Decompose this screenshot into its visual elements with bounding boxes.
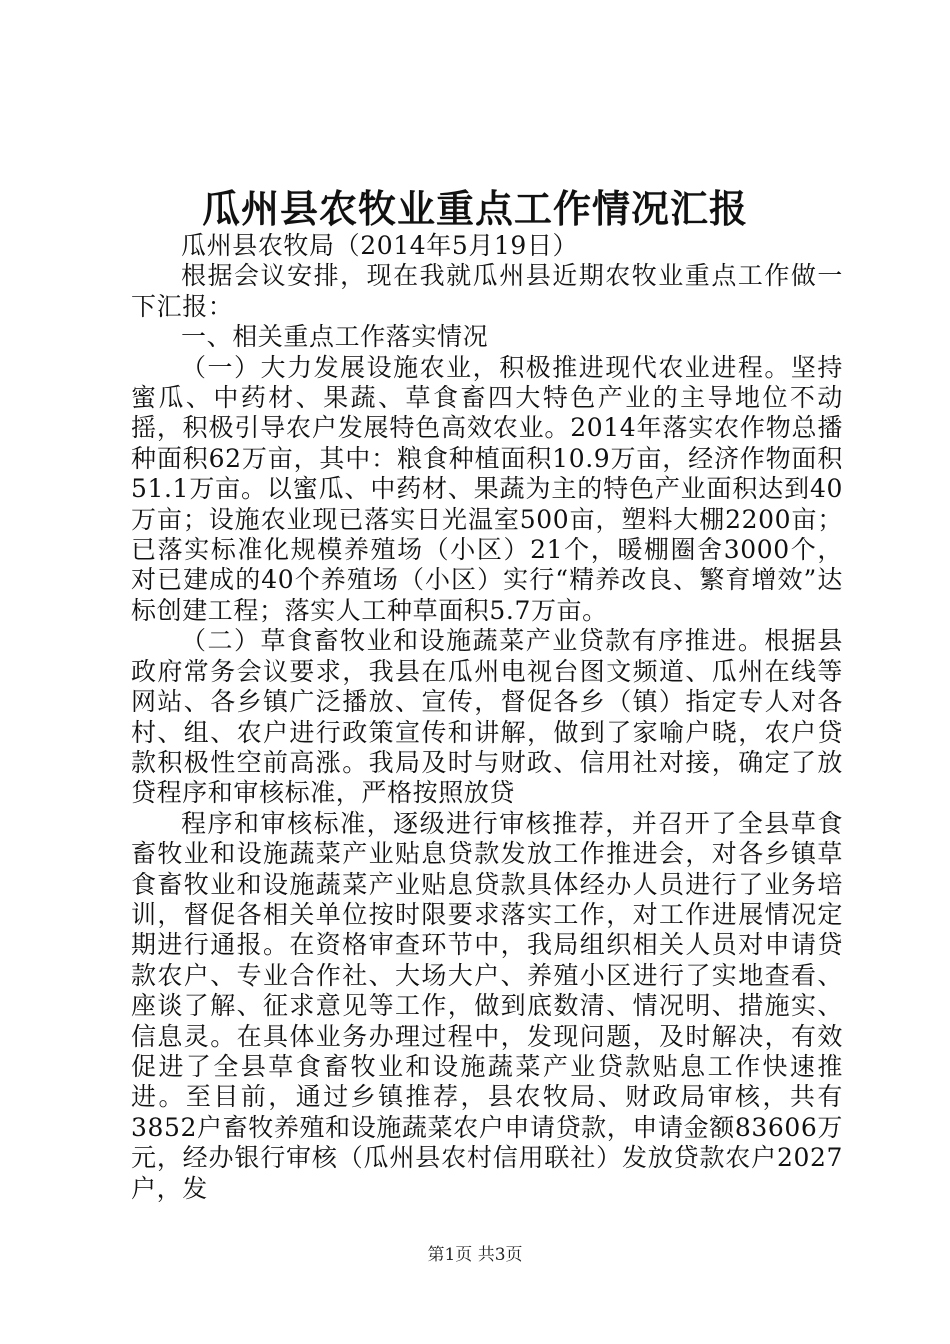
document-title: 瓜州县农牧业重点工作情况汇报 — [201, 186, 748, 231]
paragraph-item-1: （一）大力发展设施农业，积极推进现代农业进程。坚持蜜瓜、中药材、果蔬、草食畜四大特色产业的主导地位不动摇，积极引导农户发展特色高效农业。2014年落实农作物总播种面积62万亩，其中：粮食种植面积10.9万亩，经济作物面积51.1万亩。以蜜瓜、中药材、果蔬为主的特色产业面积达到40万亩；设施农业现已落实日光温室500亩，塑料大棚2200亩；已落实标准化规模养殖场（小区）21个，暖棚圈舍3000个，对已建成的40个养殖场（小区）实行“精养改良、繁育增效”达标创建工程；落实人工种草面积5.7万亩。 — [131, 352, 843, 625]
section-heading: 一、相关重点工作落实情况 — [181, 322, 489, 352]
paragraph-item-2: （二）草食畜牧业和设施蔬菜产业贷款有序推进。根据县政府常务会议要求，我县在瓜州电视台图文频道、瓜州在线等网站、各乡镇广泛播放、宣传，督促各乡（镇）指定专人对各村、组、农户进行政策宣传和讲解，做到了家喻户晓，农户贷款积极性空前高涨。我局及时与财政、信用社对接，确定了放贷程序和审核标准，严格按照放贷 — [131, 626, 843, 808]
paragraph-author-date: 瓜州县农牧局（2014年5月19日） — [181, 231, 579, 260]
paragraph-intro: 根据会议安排，现在我就瓜州县近期农牧业重点工作做一下汇报： — [131, 261, 843, 321]
document-body — [131, 231, 843, 1204]
paragraph-item-2-continued: 程序和审核标准，逐级进行审核推荐，并召开了全县草食畜牧业和设施蔬菜产业贴息贷款发放工作推进会，对各乡镇草食畜牧业和设施蔬菜产业贴息贷款具体经办人员进行了业务培训，督促各相关单位按时限要求落实工作，对工作进展情况定期进行通报。在资格审查环节中，我局组织相关人员对申请贷款农户、专业合作社、大场大户、养殖小区进行了实地查看、座谈了解、征求意见等工作，做到底数清、情况明、措施实、信息灵。在具体业务办理过程中，发现问题，及时解决，有效促进了全县草食畜牧业和设施蔬菜产业贷款贴息工作快速推进。至目前，通过乡镇推荐，县农牧局、财政局审核，共有3852户畜牧养殖和设施蔬菜农户申请贷款，申请金额83606万元，经办银行审核（瓜州县农村信用联社）发放贷款农户2027户，发 — [131, 808, 843, 1203]
page-number-footer: 第1页 共3页 — [427, 1245, 523, 1265]
